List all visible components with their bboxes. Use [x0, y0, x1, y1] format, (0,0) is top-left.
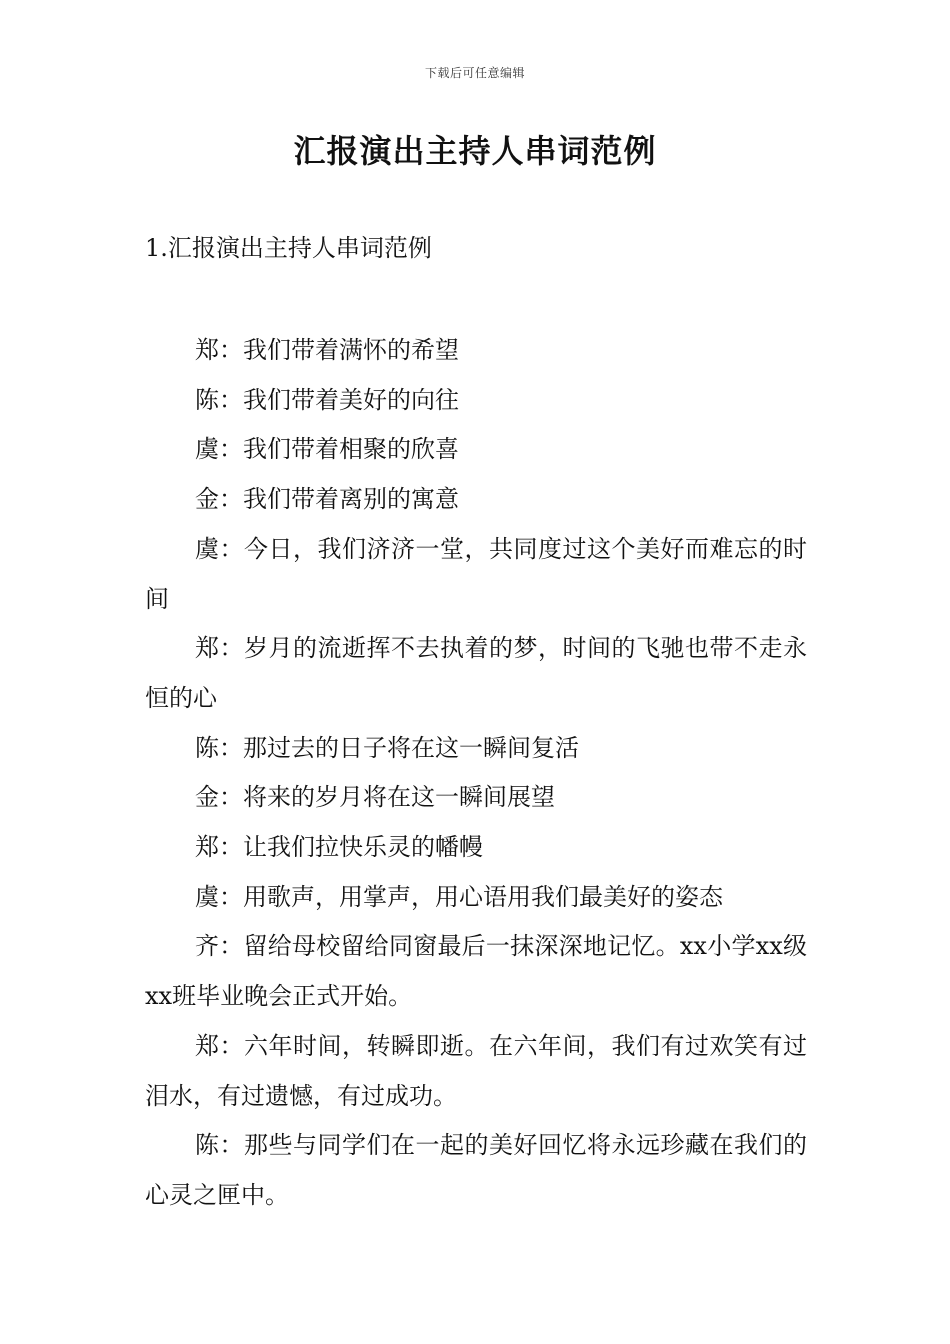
paragraph: 陈：那过去的日子将在这一瞬间复活 [195, 733, 579, 762]
paragraph: 虞：今日，我们济济一堂，共同度过这个美好而难忘的时间 [145, 534, 807, 613]
paragraph: 虞：用歌声，用掌声，用心语用我们最美好的姿态 [195, 882, 723, 911]
paragraph: 金：将来的岁月将在这一瞬间展望 [195, 783, 555, 812]
paragraph: 陈：我们带着美好的向往 [195, 385, 459, 414]
paragraph: 郑：六年时间，转瞬即逝。在六年间，我们有过欢笑有过泪水，有过遗憾，有过成功。 [145, 1031, 807, 1110]
paragraph: 陈：那些与同学们在一起的美好回忆将永远珍藏在我们的心灵之匣中。 [145, 1131, 807, 1209]
document-body [145, 326, 807, 1221]
document-title: 汇报演出主持人串词范例 [293, 132, 657, 170]
paragraph: 郑：让我们拉快乐灵的幡幔 [195, 833, 483, 862]
paragraph: 齐：留给母校留给同窗最后一抹深深地记忆。xx小学xx级xx班毕业晚会正式开始。 [145, 932, 807, 1011]
paragraph: 虞：我们带着相聚的欣喜 [195, 435, 459, 464]
header-note: 下载后可任意编辑 [424, 66, 525, 80]
paragraph: 郑：岁月的流逝挥不去执着的梦，时间的飞驰也带不走永恒的心 [145, 634, 807, 712]
section-heading: 1.汇报演出主持人串词范例 [145, 234, 432, 262]
paragraph: 郑：我们带着满怀的希望 [195, 336, 459, 364]
paragraph: 金：我们带着离别的寓意 [195, 485, 459, 514]
